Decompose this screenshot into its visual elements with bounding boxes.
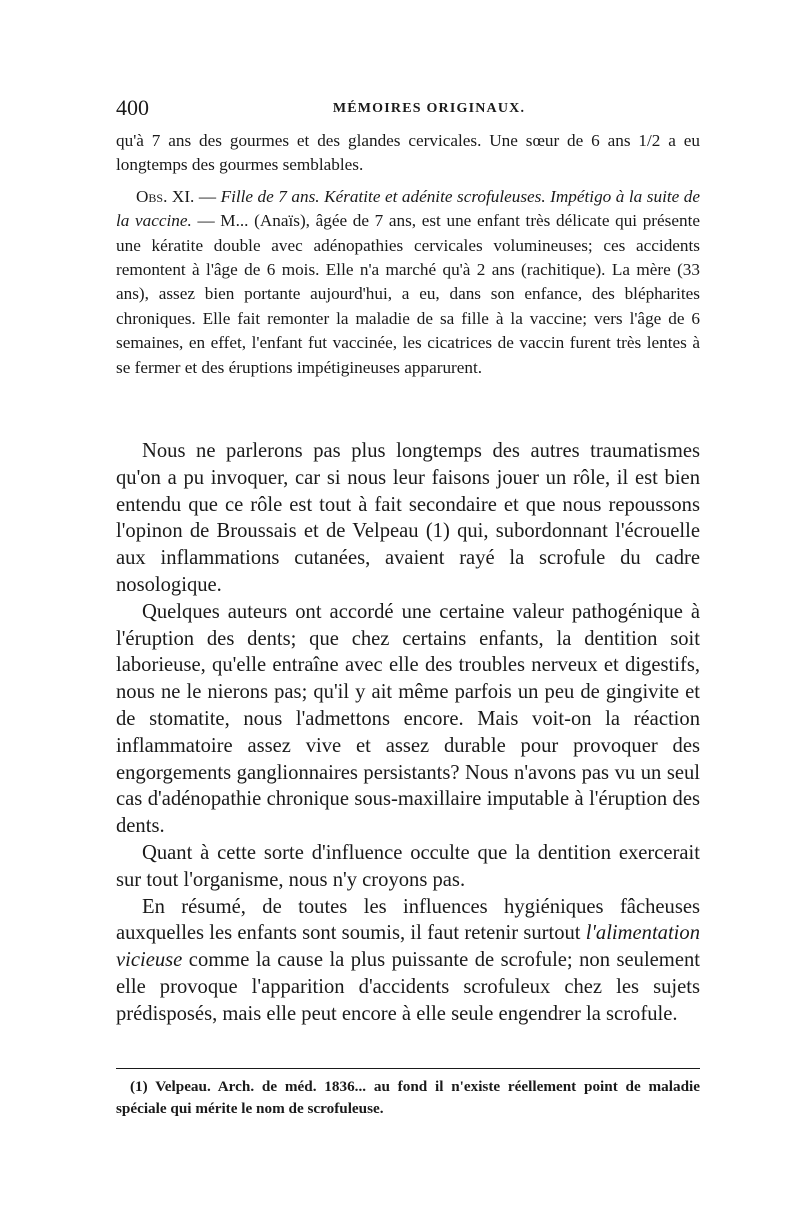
paragraph-dents: Quelques auteurs ont accordé une certaine valeur pathogénique à l'éruption des dents; que chez certains enfants, la dentition soit laborieuse, qu'elle entraîne avec elle des troubles nerveux et digestifs, nous ne le nierons pas; qu'il y ait même parfois un peu de gingivite et de stomatite, nous l'admettons encore. Mais voit-on la réaction inflammatoire assez vive et assez durable pour provoquer des engorgements ganglionnaires persistants? Nous n'avons pas vu un seul cas d'adénopathie chronique sous-maxillaire imputable à l'éruption des dents. bbox=[116, 600, 700, 838]
observation-paragraph bbox=[116, 185, 700, 380]
footnote bbox=[116, 1076, 700, 1120]
main-text bbox=[116, 438, 700, 1028]
observation-block bbox=[116, 129, 700, 380]
observation-dash: — bbox=[194, 186, 221, 206]
observation-intro: qu'à 7 ans des gourmes et des glandes cervicales. Une sœur de 6 ans 1/2 a eu longtemps des gourmes semblables. bbox=[116, 131, 700, 175]
resume-emphasis: l'alimentation vicieuse bbox=[116, 922, 700, 972]
resume-text-start: En résumé, de toutes les influences hygiéniques fâcheuses auxquelles les enfants sont soumis, il faut retenir surtout bbox=[116, 895, 700, 945]
resume-text-end: comme la cause la plus puissante de scrofule; non seulement elle provoque l'apparition d'accidents scrofuleux chez les sujets prédisposés, mais elle peut encore à elle seule engendrer la scrofule. bbox=[116, 949, 700, 1025]
paragraph-influence: Quant à cette sorte d'influence occulte que la dentition exercerait sur tout l'organisme, nous n'y croyons pas. bbox=[116, 841, 700, 891]
observation-title: Fille de 7 ans. Kératite et adénite scrofuleuses. Impétigo à la suite de la vaccine. bbox=[116, 186, 700, 231]
paragraph-resume bbox=[116, 894, 700, 1028]
observation-text: — M... (Anaïs), âgée de 7 ans, est une enfant très délicate qui présente une kératite double avec adénopathies cervicales volumineuses; ces accidents remontent à l'âge de 6 mois. Elle n'a marché qu'à 2 ans (rachitique). La mère (33 ans), assez bien portante aujourd'hui, a eu, dans son enfance, des blépharites chroniques. Elle fait remonter la maladie de sa fille à la vaccine; vers l'âge de 6 semaines, en effet, l'enfant fut vaccinée, les cicatrices de vaccin furent très lentes à se fermer et des éruptions impétigineuses apparurent. bbox=[116, 211, 700, 377]
paragraph-traumatismes: Nous ne parlerons pas plus longtemps des autres traumatismes qu'on a pu invoquer, car si nous leur faisons jouer un rôle, il est bien entendu que ce rôle est tout à fait secondaire et que nous repoussons l'opinon de Broussais et de Velpeau (1) qui, subordonnant l'écrouelle aux inflammations cutanées, avaient rayé la scrofule du cadre nosologique. bbox=[116, 440, 700, 596]
page-number: 400 bbox=[116, 95, 149, 120]
observation-label: Obs. XI. bbox=[136, 186, 195, 206]
footnote-rule bbox=[116, 1068, 700, 1069]
footnote-text: (1) Velpeau. Arch. de méd. 1836... au fond il n'existe réellement point de maladie spéciale qui mérite le nom de scrofuleuse. bbox=[116, 1078, 700, 1117]
running-head: MÉMOIRES ORIGINAUX. bbox=[332, 101, 526, 116]
page-header bbox=[116, 96, 698, 120]
